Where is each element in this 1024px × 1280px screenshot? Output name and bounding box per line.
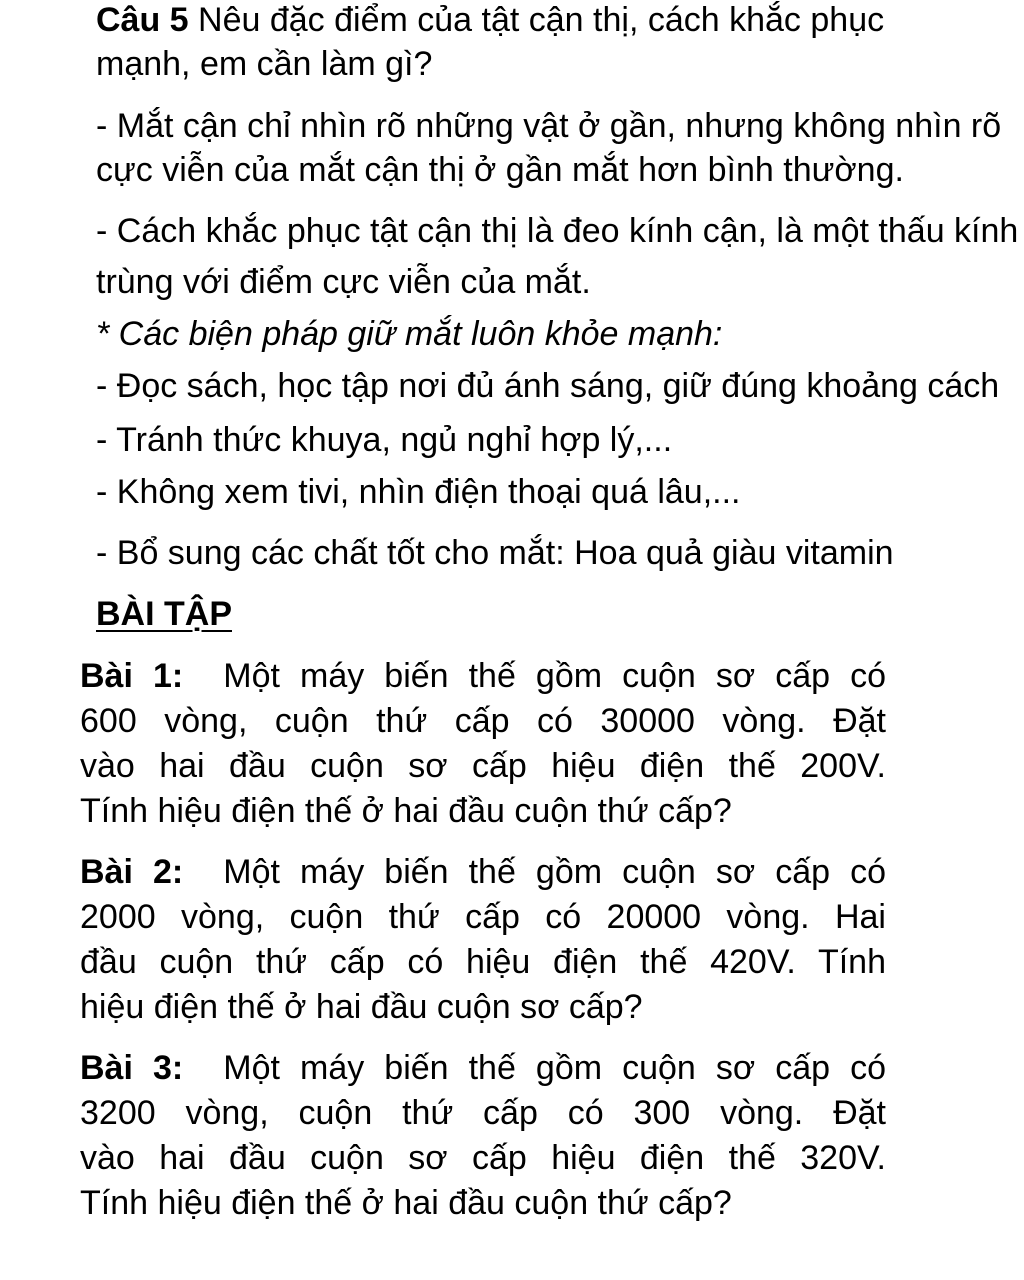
exercise-3-line-4: Tính hiệu điện thế ở hai đầu cuộn thứ cấp? xyxy=(80,1184,732,1222)
exercise-1-label: Bài 1: xyxy=(80,657,184,695)
exercises-heading: BÀI TẬP xyxy=(96,595,232,633)
exercise-2 xyxy=(80,850,886,1030)
question-5-text: Nêu đặc điểm của tật cận thị, cách khắc phục xyxy=(188,1,885,39)
measures-title: * Các biện pháp giữ mắt luôn khỏe mạnh: xyxy=(96,315,723,353)
exercise-2-label: Bài 2: xyxy=(80,853,184,891)
answer-para-1-line-2: cực viễn của mắt cận thị ở gần mắt hơn bình thường. xyxy=(96,151,904,189)
exercise-3-line-3: vào hai đầu cuộn sơ cấp hiệu điện thế 320V. xyxy=(80,1139,886,1177)
exercise-2-line-3: đầu cuộn thứ cấp có hiệu điện thế 420V. Tính xyxy=(80,943,886,981)
exercise-3 xyxy=(80,1046,886,1226)
exercise-2-line-4: hiệu điện thế ở hai đầu cuộn sơ cấp? xyxy=(80,988,643,1026)
exercise-1-line-1 xyxy=(80,654,886,699)
exercise-3-line-1 xyxy=(80,1046,886,1091)
measure-4: - Bổ sung các chất tốt cho mắt: Hoa quả giàu vitamin xyxy=(96,534,894,572)
answer-para-2-line-2: trùng với điểm cực viễn của mắt. xyxy=(96,263,591,301)
exercise-2-line-2: 2000 vòng, cuộn thứ cấp có 20000 vòng. Hai xyxy=(80,898,886,936)
measure-3: - Không xem tivi, nhìn điện thoại quá lâu,... xyxy=(96,473,741,511)
answer-para-1-line-1: - Mắt cận chỉ nhìn rõ những vật ở gần, nhưng không nhìn rõ xyxy=(96,107,1002,145)
exercise-3-label: Bài 3: xyxy=(80,1049,184,1087)
measure-1: - Đọc sách, học tập nơi đủ ánh sáng, giữ đúng khoảng cách xyxy=(96,367,1000,405)
measure-2: - Tránh thức khuya, ngủ nghỉ hợp lý,... xyxy=(96,421,673,459)
question-5-line-2: mạnh, em cần làm gì? xyxy=(96,45,433,83)
exercise-1-line-4: Tính hiệu điện thế ở hai đầu cuộn thứ cấp? xyxy=(80,792,732,830)
exercise-2-line-1 xyxy=(80,850,886,895)
exercise-3-line-2: 3200 vòng, cuộn thứ cấp có 300 vòng. Đặt xyxy=(80,1094,886,1132)
exercise-2-text-1: Một máy biến thế gồm cuộn sơ cấp có xyxy=(223,853,886,891)
exercise-1 xyxy=(80,654,886,834)
answer-para-2-line-1: - Cách khắc phục tật cận thị là đeo kính cận, là một thấu kính xyxy=(96,212,1019,250)
question-5-label: Câu 5 xyxy=(96,1,189,39)
exercise-1-text-1: Một máy biến thế gồm cuộn sơ cấp có xyxy=(223,657,886,695)
exercise-1-line-2: 600 vòng, cuộn thứ cấp có 30000 vòng. Đặt xyxy=(80,702,886,740)
exercise-1-line-3: vào hai đầu cuộn sơ cấp hiệu điện thế 200V. xyxy=(80,747,886,785)
question-5-line-1 xyxy=(96,0,1024,40)
exercise-3-text-1: Một máy biến thế gồm cuộn sơ cấp có xyxy=(223,1049,886,1087)
